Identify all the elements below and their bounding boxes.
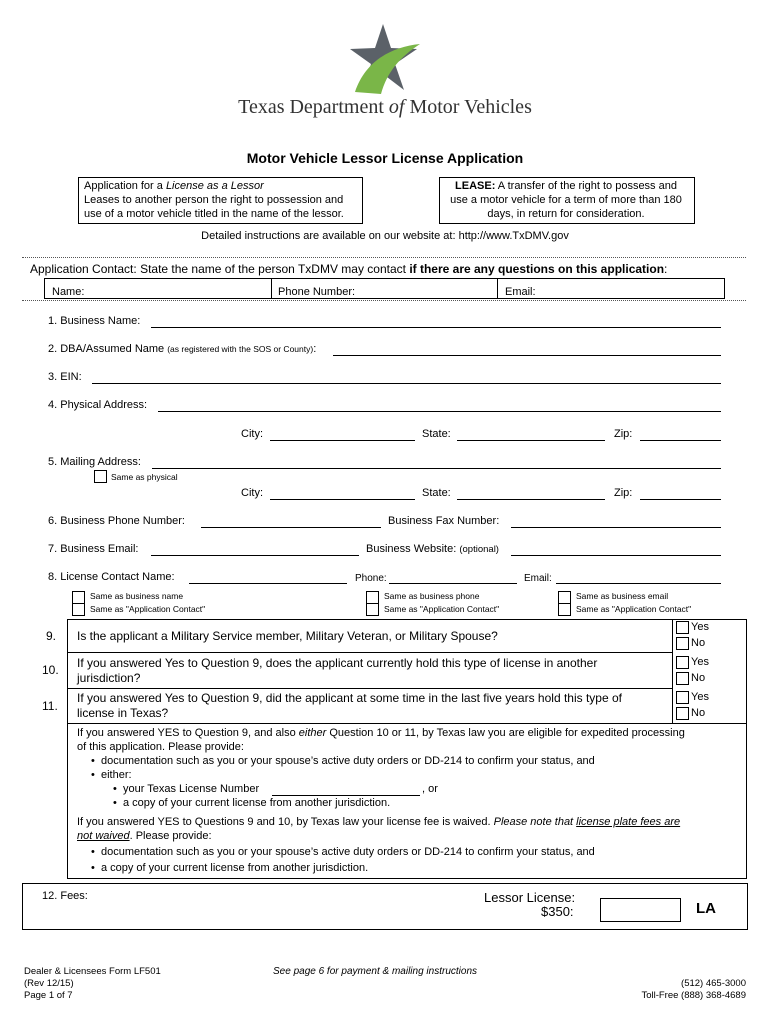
divider [672,619,673,723]
phone-toll-free: Toll-Free (888) 368-4689 [641,990,746,1001]
business-website-label: Business Website: (optional) [366,543,499,555]
mailing-address-input[interactable] [152,468,721,469]
business-email-input[interactable] [151,555,359,556]
dba-input[interactable] [333,355,721,356]
instructions-link-text: Detailed instructions are available on our website at: http://www.TxDMV.gov [201,230,569,242]
bullet-4: • a copy of your current license from another jurisdiction. [91,862,369,874]
divider [497,278,498,298]
business-name-input[interactable] [151,327,721,328]
bullet-2: • either: [91,769,132,781]
same-as-physical-checkbox[interactable] [94,470,107,483]
same-app-contact-label-2: Same as "Application Contact" [384,604,500,614]
physical-address-label: 4. Physical Address: [48,399,148,411]
expedited-paragraph-line1: If you answered YES to Question 9, and also either Question 10 or 11, by Texas law you are eligible for expedited processing [77,727,685,739]
same-app-contact-checkbox-1[interactable] [72,603,85,616]
same-app-contact-label-1: Same as "Application Contact" [90,604,206,614]
page-number: Page 1 of 7 [24,990,73,1001]
q11-no-label: No [691,707,706,719]
q10-text-line1: If you answered Yes to Question 9, does the applicant currently hold this type of license in another [77,656,598,670]
dba-label: 2. DBA/Assumed Name (as registered with the SOS or County): [48,343,317,355]
mailing-zip-label: Zip: [614,487,633,499]
q10-yes-checkbox[interactable] [676,656,689,669]
q9-number: 9. [46,629,57,643]
mailing-state-label: State: [422,487,451,499]
bullet-2a: • your Texas License Number [113,783,260,795]
ein-label: 3. EIN: [48,371,82,383]
bullet-2a-suffix: , or [422,783,438,795]
lease-def-line1: LEASE: A transfer of the right to possess and [455,180,677,192]
physical-state-label: State: [422,428,451,440]
same-business-phone-label: Same as business phone [384,591,480,601]
license-contact-phone-input[interactable] [389,583,517,584]
q11-no-checkbox[interactable] [676,707,689,720]
business-name-label: 1. Business Name: [48,315,141,327]
divider [271,278,272,298]
agency-name: Texas Department of Motor Vehicles [238,96,532,118]
physical-city-label: City: [241,428,263,440]
license-desc-line2: Leases to another person the right to possession and [84,194,344,206]
lease-def-line2: use a motor vehicle for a term of more than 180 [450,194,682,206]
physical-state-input[interactable] [457,440,605,441]
divider [67,723,746,724]
mailing-address-label: 5. Mailing Address: [48,456,141,468]
business-fax-input[interactable] [511,527,721,528]
same-app-contact-label-3: Same as "Application Contact" [576,604,692,614]
q11-text-line2: license in Texas? [77,706,169,720]
license-contact-phone-label: Phone: [355,573,387,584]
same-business-name-label: Same as business name [90,591,184,601]
license-contact-email-input[interactable] [556,583,721,584]
fee-amount: $350: [541,904,574,919]
business-website-input[interactable] [511,555,721,556]
same-app-contact-checkbox-2[interactable] [366,603,379,616]
payment-instructions-note: See page 6 for payment & mailing instructions [273,966,477,977]
license-contact-label: 8. License Contact Name: [48,571,175,583]
lease-def-line3: days, in return for consideration. [487,208,645,220]
contact-phone-field[interactable]: Phone Number: [278,286,356,298]
business-phone-label: 6. Business Phone Number: [48,515,185,527]
form-revision: (Rev 12/15) [24,978,74,989]
divider [67,652,672,653]
bullet-2b: • a copy of your current license from another jurisdiction. [113,797,391,809]
business-email-label: 7. Business Email: [48,543,139,555]
q9-yes-checkbox[interactable] [676,621,689,634]
q9-yes-label: Yes [691,621,709,633]
license-desc-line3: use of a motor vehicle titled in the name of the lessor. [84,208,344,220]
q11-number: 11. [42,699,58,713]
q10-no-label: No [691,672,706,684]
q9-no-checkbox[interactable] [676,637,689,650]
texas-license-number-input[interactable] [272,795,420,796]
q9-no-label: No [691,637,706,649]
mailing-zip-input[interactable] [640,499,721,500]
physical-zip-input[interactable] [640,440,721,441]
same-app-contact-checkbox-3[interactable] [558,603,571,616]
q10-text-line2: jurisdiction? [77,671,141,685]
q11-yes-checkbox[interactable] [676,691,689,704]
waiver-paragraph-line2: not waived. Please provide: [77,830,212,842]
q10-no-checkbox[interactable] [676,672,689,685]
page-title: Motor Vehicle Lessor License Application [246,150,524,166]
mailing-state-input[interactable] [457,499,605,500]
expedited-paragraph-line2: of this application. Please provide: [77,741,244,753]
q10-number: 10. [42,663,59,677]
q11-text-line1: If you answered Yes to Question 9, did the applicant at some time in the last five years hold this type of [77,691,622,705]
bullet-1: • documentation such as you or your spouse’s active duty orders or DD-214 to confirm your status, and [91,755,595,767]
license-contact-input[interactable] [189,583,347,584]
waiver-paragraph-line1: If you answered YES to Questions 9 and 10, by Texas law your license fee is waived. Please note that license plate fees are [77,816,681,828]
same-business-email-label: Same as business email [576,591,669,601]
license-code: LA [696,900,716,917]
business-phone-input[interactable] [201,527,381,528]
form-number: Dealer & Licensees Form LF501 [24,966,161,977]
lessor-license-label: Lessor License: [484,890,576,905]
application-contact-heading: Application Contact: State the name of the person TxDMV may contact if there are any questions on this application: [30,262,668,276]
divider [67,688,672,689]
q10-yes-label: Yes [691,656,709,668]
physical-address-input[interactable] [158,411,721,412]
bullet-3: • documentation such as you or your spouse’s active duty orders or DD-214 to confirm your status, and [91,846,595,858]
fee-amount-box[interactable] [600,898,681,922]
contact-fields-row [44,278,725,299]
ein-input[interactable] [92,383,721,384]
license-desc-line1: Application for a License as a Lessor [84,180,264,192]
physical-zip-label: Zip: [614,428,633,440]
mailing-city-label: City: [241,487,263,499]
business-fax-label: Business Fax Number: [388,515,500,527]
txdmv-star-logo [345,22,425,97]
phone-main: (512) 465-3000 [681,978,746,989]
fees-label: 12. Fees: [42,890,88,902]
physical-city-input[interactable] [270,440,415,441]
same-as-physical-label: Same as physical [111,472,178,482]
q9-text: Is the applicant a Military Service member, Military Veteran, or Military Spouse? [77,629,498,643]
contact-name-field[interactable]: Name: [52,286,85,298]
mailing-city-input[interactable] [270,499,415,500]
contact-email-field[interactable]: Email: [505,286,536,298]
q11-yes-label: Yes [691,691,709,703]
license-contact-email-label: Email: [524,573,552,584]
